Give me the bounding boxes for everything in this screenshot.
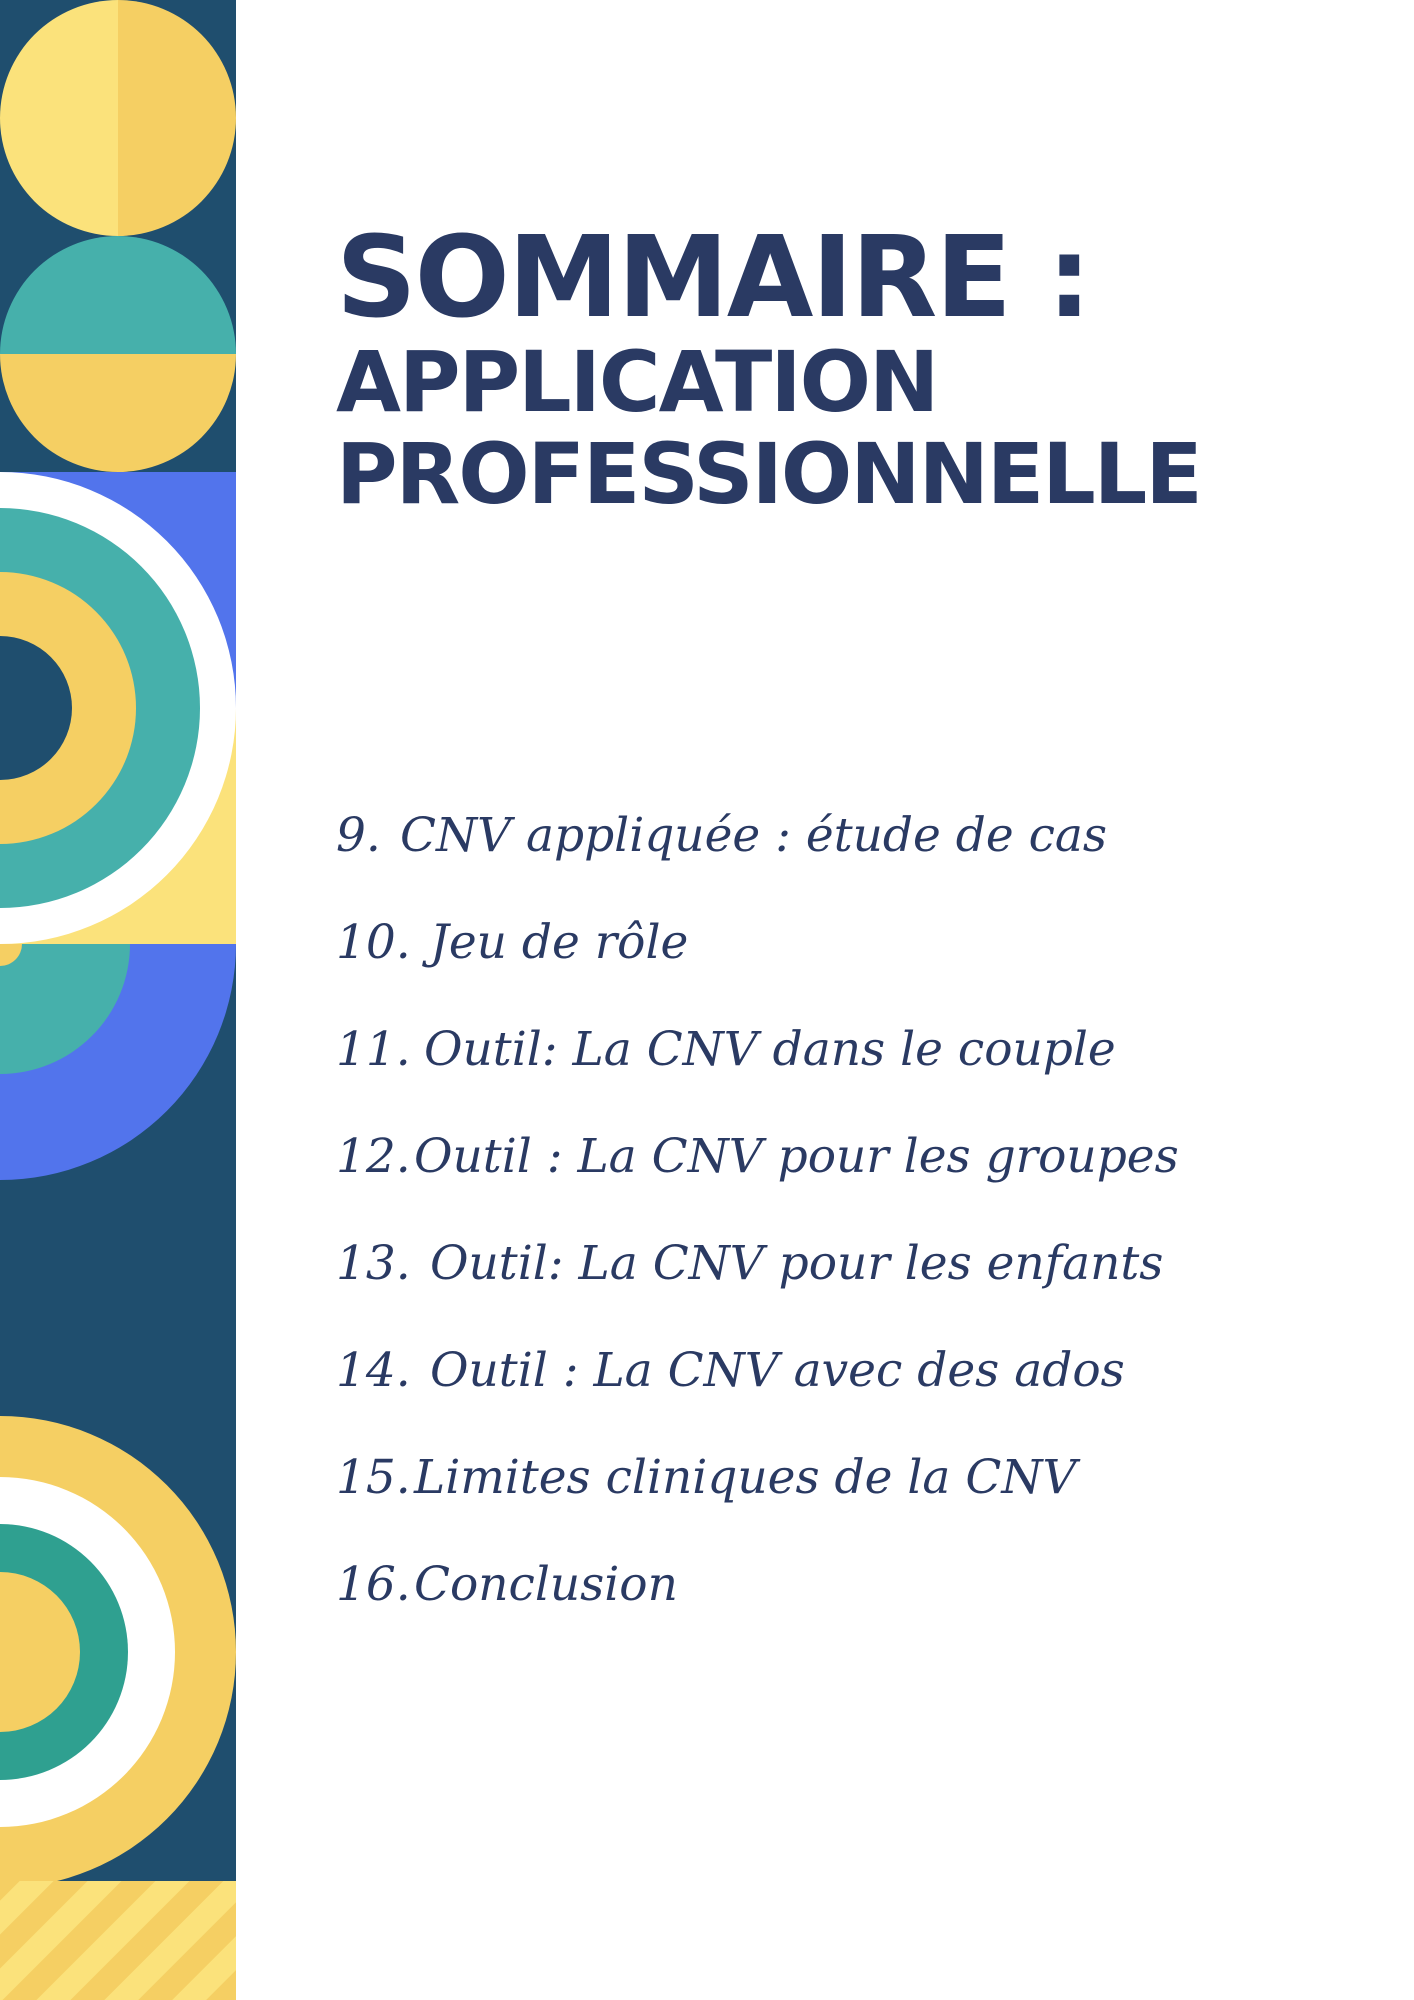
toc-item-10 <box>336 907 1376 1014</box>
toc-number: 12. <box>336 1129 411 1184</box>
decorative-side-band <box>0 0 236 2000</box>
toc-label: Outil : La CNV avec des ados <box>430 1343 1125 1398</box>
toc-item-15 <box>336 1442 1376 1549</box>
page-subtitle-line1: APPLICATION <box>336 333 938 431</box>
toc-label: Outil : La CNV pour les groupes <box>414 1129 1179 1184</box>
title-block <box>336 213 1376 523</box>
deco-block-bullseye <box>0 1416 236 1888</box>
toc-number: 16. <box>336 1557 411 1612</box>
toc-label: Outil: La CNV pour les enfants <box>430 1236 1164 1291</box>
toc-number: 14. <box>336 1343 411 1398</box>
deco-block-stripes <box>0 1881 236 2000</box>
page-subtitle-line2: PROFESSIONNELLE <box>336 425 1201 523</box>
toc-label: Jeu de rôle <box>430 915 689 970</box>
toc-label: Limites cliniques de la CNV <box>414 1450 1077 1505</box>
toc-label: CNV appliquée : étude de cas <box>400 808 1108 863</box>
toc-item-9 <box>336 800 1376 907</box>
toc-number: 9. <box>336 808 381 863</box>
toc-number: 11. <box>336 1022 411 1077</box>
toc-item-12 <box>336 1121 1376 1228</box>
page-title: SOMMAIRE : <box>336 213 1090 343</box>
toc-item-11 <box>336 1014 1376 1121</box>
deco-block-circles <box>0 0 236 472</box>
toc-item-14 <box>336 1335 1376 1442</box>
table-of-contents <box>336 800 1376 1656</box>
toc-number: 13. <box>336 1236 411 1291</box>
toc-label: Conclusion <box>414 1557 678 1612</box>
toc-item-16 <box>336 1549 1376 1656</box>
deco-block-rings <box>0 472 236 944</box>
toc-number: 15. <box>336 1450 411 1505</box>
toc-item-13 <box>336 1228 1376 1335</box>
toc-label: Outil: La CNV dans le couple <box>424 1022 1116 1077</box>
toc-number: 10. <box>336 915 411 970</box>
